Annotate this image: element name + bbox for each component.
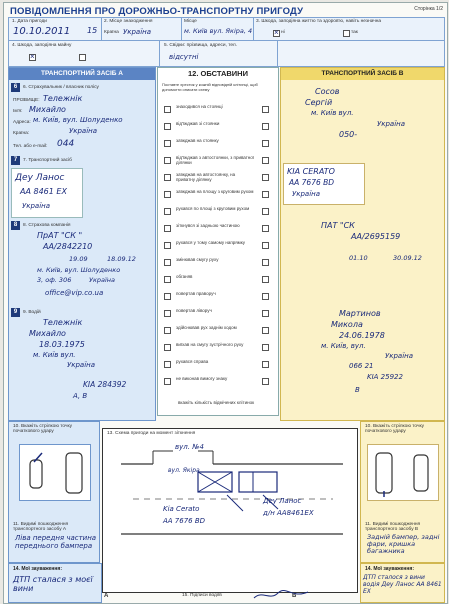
driver-a-surname[interactable]: Тележнік [43,318,83,327]
sketch-car-a-plate: д/н АА8461ЕХ [263,509,314,517]
driver-a-country[interactable]: Україна [67,361,96,369]
circumstance-checkbox-b[interactable] [262,327,269,334]
driver-b-license[interactable]: KIA 25922 [367,373,403,381]
date-label: 1. Дата пригоди [12,19,47,24]
vehicle-a-reg-country[interactable]: Україна [22,202,51,210]
circumstance-checkbox-b[interactable] [262,225,269,232]
circumstance-checkbox-b[interactable] [262,208,269,215]
insurer-b-value[interactable]: ПАТ "СК [321,221,355,230]
date-value[interactable]: 10.10.2011 [13,26,71,37]
circumstances-subheader: Поставте хрестик у кожній відповідній клітинці, щоб допомогти описати схему [162,82,258,92]
circumstance-checkbox-a[interactable] [164,106,171,113]
circumstance-checkbox-b[interactable] [262,242,269,249]
circumstances-header: 12. ОБСТАВИНИ [158,68,278,80]
circumstance-checkbox-b[interactable] [262,361,269,368]
circumstance-checkbox-a[interactable] [164,242,171,249]
city-value[interactable]: м. Київ вул. Якіра, 4 [184,27,253,35]
circumstance-label: повертав ліворуч [176,308,212,313]
remarks-b-section [360,563,445,603]
circumstance-label: від'їжджав з автостоянки, з приватної ділянки [176,155,255,165]
country-value[interactable]: Україна [123,28,152,36]
damage-other-label: 4. Шкода, заподіяна майну [12,43,72,48]
circumstance-checkbox-b[interactable] [262,106,269,113]
driver-a-license[interactable]: KIA 284392 [83,380,127,389]
vehicle-b-make-box [283,163,365,205]
impact-a-diagram[interactable] [19,444,91,501]
circumstance-checkbox-b[interactable] [262,140,269,147]
name-a-label: Ім'я: [13,109,23,114]
injury-no-label: ні [281,30,285,35]
remarks-a-text[interactable]: ДТП сталася з моєї вини [13,575,93,593]
driver-a-birth-date[interactable]: 18.03.1975 [39,340,85,349]
circumstance-label: повертав праворуч [176,291,216,296]
signature-a-drawing[interactable] [252,589,312,601]
circumstance-label: рухався у тому самому напрямку [176,240,246,245]
circumstance-label: заїжджав на площу з круговим рухом [176,189,254,194]
circumstance-checkbox-b[interactable] [262,310,269,317]
driver-a-name[interactable]: Михайло [29,329,66,338]
sketch-car-a-label: Деу Ланос [263,497,302,505]
phone-b-value[interactable]: 050- [339,130,358,139]
name-a-value[interactable]: Михайло [29,105,66,114]
injury-no-checkbox[interactable] [273,30,280,37]
vehicle-b-section [280,67,445,421]
vehicle-b-header: ТРАНСПОРТНИЙ ЗАСІБ В [281,68,444,80]
witnesses-value[interactable]: відсутні [169,53,199,61]
circumstance-checkbox-a[interactable] [164,140,171,147]
remarks-a-section [8,563,102,603]
policy-b-number[interactable]: АА/2695159 [351,232,401,241]
address-a-value[interactable]: м. Київ, вул. Шолуденко [33,116,123,124]
circumstance-checkbox-b[interactable] [262,123,269,130]
policy-a-to[interactable]: 18.09.12 [107,255,136,263]
circumstance-checkbox-b[interactable] [262,378,269,385]
surname-a-label: ПРІЗВИЩЕ: [13,98,40,103]
driver-b-phone[interactable]: 066 21 [349,362,374,370]
circumstance-checkbox-a[interactable] [164,344,171,351]
circumstance-checkbox-b[interactable] [262,174,269,181]
sketch-car-b-label: Kia Cerato [163,505,200,513]
injury-cell [253,18,444,40]
agency-a-country[interactable]: Україна [89,276,116,284]
circumstance-checkbox-b[interactable] [262,259,269,266]
agency-a-extra[interactable]: 3, оф. 306 [37,276,72,284]
witnesses-row [8,40,445,67]
address-a-label: Адреса: [13,120,31,125]
country-a-value[interactable]: Україна [69,127,98,135]
agency-a-email[interactable]: office@vip.co.ua [45,289,104,297]
signature-b-mark: В [292,593,297,599]
impact-b-label: 10. Вкажіть стрілкою точку початкового удару [365,424,425,434]
circumstance-checkbox-a[interactable] [164,157,171,164]
circumstance-checkbox-a[interactable] [164,276,171,283]
signature-a-mark: А [104,593,109,599]
circumstance-label: рухався справа [176,359,209,364]
driver-a-address[interactable]: м. Київ вул. [33,351,76,359]
circumstance-label: виїхав на смугу зустрічного руху [176,342,244,347]
circumstance-checkbox-b[interactable] [262,293,269,300]
date-cell [9,18,102,40]
vehicle-a-plate[interactable]: АА 8461 ЕХ [20,187,67,196]
impact-a-section [8,421,100,563]
policy-b-from[interactable]: 01.10 [349,254,368,262]
circumstances-total-label: вкажіть кількість відмічених клітинок [178,400,255,405]
witnesses-label: 5. Свідки: прізвища, адреси, тел. [164,43,238,48]
sketch-car-b-plate: AA 7676 BD [163,517,206,525]
name-b-value[interactable]: Сергій [305,98,333,107]
phone-a-value[interactable]: 044 [57,139,75,149]
circumstance-label: від'їжджав зі стоянки [176,121,220,126]
city-cell [181,18,254,40]
country-label: Країна [104,30,119,35]
accident-report-form [3,2,448,604]
policy-a-number[interactable]: АА/2842210 [43,242,93,251]
vehicle-a-make[interactable]: Деу Ланос [15,173,65,183]
remarks-b-text[interactable]: ДТП сталося з вини водія Деу Ланос АА 8461 ЕХ [363,574,442,595]
circumstance-checkbox-a[interactable] [164,174,171,181]
policy-b-to[interactable]: 30.09.12 [393,254,422,262]
policyholder-a-label: 6. Страхувальник / власник полісу [23,85,99,90]
circumstance-label: знаходився на стоянці [176,104,223,109]
driver-a-label: 9. Водій [23,310,41,315]
circumstance-label: не виконав вимогу знаку [176,376,228,381]
vehicle-a-make-box [11,168,83,218]
place-label: 2. Місце знаходження [104,19,153,24]
circumstance-checkbox-a[interactable] [164,259,171,266]
surname-b-value[interactable]: Сосов [315,87,340,96]
sketch-street-main: вул. Якіра [168,467,200,474]
driver-b-country[interactable]: Україна [385,352,414,360]
driver-b-license-cat[interactable]: B [355,386,360,394]
circumstances-section [157,67,279,416]
top-info-row [8,17,445,41]
vehicle-b-reg-country[interactable]: Україна [292,190,321,198]
impact-b-section [360,421,445,563]
circumstance-checkbox-b[interactable] [262,344,269,351]
impact-a-damage-value[interactable]: Ліва передня частина переднього бампера [15,534,97,550]
injury-yes-checkbox[interactable] [343,30,350,37]
sketch-street-top: вул. №4 [175,443,204,451]
country-a-label: Країна: [13,131,30,136]
circumstance-checkbox-a[interactable] [164,225,171,232]
place-cell [101,18,182,40]
country-b-value[interactable]: Україна [377,120,406,128]
driver-b-birth-date[interactable]: 24.06.1978 [339,331,385,340]
sketch-label: 13. Схема пригоди на момент зіткнення [107,431,196,436]
vehicle-a-section: ТРАНСПОРТНИЙ ЗАСІБ А 6 6. Страхувальник / власник полісу ПРІЗВИЩЕ: Тележнік Ім'я: Михайло Адреса: м. Київ, вул. Шолуденко Країна: Україна Тел. або e-mail: 044 7 7. Транспортний засіб Деу Ланос АА 8461 ЕХ Україна 8 8. Страхова компанія ПрАТ "СК " АА/2842210 19.09 18.09.12 м. Київ, вул. Шолуденко 3, оф. 306 Україна office@vip.co.ua 9 9. Водій Тележнік Михайло 18.03.1975 м. Київ вул. Україна KIA 284392 A, B [8,67,156,421]
circumstance-checkbox-a[interactable] [164,361,171,368]
form-title: ПОВІДОМЛЕННЯ ПРО ДОРОЖНЬО-ТРАНСПОРТНУ ПРИГОДУ [10,6,304,17]
circumstance-checkbox-b[interactable] [262,276,269,283]
surname-a-value[interactable]: Тележнік [43,94,83,103]
remarks-a-label: 14. Мої зауваження: [13,566,63,572]
circumstance-label: здійснював рух заднім ходом [176,325,237,330]
circumstance-checkbox-b[interactable] [262,191,269,198]
damage-other-no-checkbox[interactable] [29,54,36,61]
impact-b-diagram[interactable] [367,444,439,501]
driver-b-name[interactable]: Микола [331,320,363,329]
circumstance-label: заїжджав на стоянку [176,138,219,143]
circumstance-checkbox-a[interactable] [164,327,171,334]
circumstance-label: рухався по площі з круговим рухом [176,206,250,211]
phone-a-label: Тел. або e-mail: [13,144,48,149]
accident-sketch[interactable] [102,428,358,593]
driver-a-license-cat[interactable]: A, B [73,392,88,400]
injury-label: 3. Шкода, заподіяна життю та здоров'ю, навіть незначна [256,19,382,24]
circumstance-checkbox-b[interactable] [262,157,269,164]
vehicle-b-plate[interactable]: AA 7676 BD [289,178,335,187]
impact-b-damage-label: 11. Видимі пошкодження транспортного засобу В [365,522,421,532]
policy-a-from[interactable]: 19.09 [69,255,88,263]
agency-a-address[interactable]: м. Київ, вул. Шолуденко [37,266,121,274]
damage-other-yes-checkbox[interactable] [79,54,86,61]
driver-b-surname[interactable]: Мартинов [339,309,381,318]
vehicle-b-make[interactable]: KIA CERATO [287,167,335,176]
signatures-row [102,593,358,602]
insurer-a-value[interactable]: ПрАТ "СК " [37,231,83,240]
circumstance-label: заїжджав на автостоянку, на приватну ділянку [176,172,236,182]
circumstance-checkbox-a[interactable] [164,378,171,385]
driver-b-address[interactable]: м. Київ, вул. [321,342,366,350]
remarks-b-label: 14. Мої зауваження: [365,566,415,572]
circumstance-label: обганяв [176,274,193,279]
address-b-value[interactable]: м. Київ вул. [311,109,354,117]
page-label: Сторінка 1/2 [414,6,443,12]
city-label: Місце [184,19,197,24]
vehicle-a-label: 7. Транспортний засіб [23,158,72,163]
time-value[interactable]: 15 [87,26,98,35]
circumstance-checkbox-a[interactable] [164,191,171,198]
circumstance-checkbox-a[interactable] [164,310,171,317]
circumstance-checkbox-a[interactable] [164,123,171,130]
vehicle-a-header: ТРАНСПОРТНИЙ ЗАСІБ А [9,68,155,80]
circumstance-checkbox-a[interactable] [164,208,171,215]
circumstance-label: зіткнувся зі задньою частиною [176,223,240,228]
circumstance-label: змінював смугу руху [176,257,219,262]
insurer-a-label: 8. Страхова компанія [23,223,71,228]
signatures-label: 15. Підписи водіїв [182,593,222,598]
impact-a-damage-label: 11. Видимі пошкодження транспортного засобу А [13,522,69,532]
injury-yes-label: так [351,30,358,35]
impact-a-label: 10. Вкажіть стрілкою точку початкового удару [13,424,73,434]
circumstance-checkbox-a[interactable] [164,293,171,300]
sketch-drawing [103,429,357,592]
impact-b-damage-value[interactable]: Задній бампер, задні фари, кришка багажника [367,533,440,555]
